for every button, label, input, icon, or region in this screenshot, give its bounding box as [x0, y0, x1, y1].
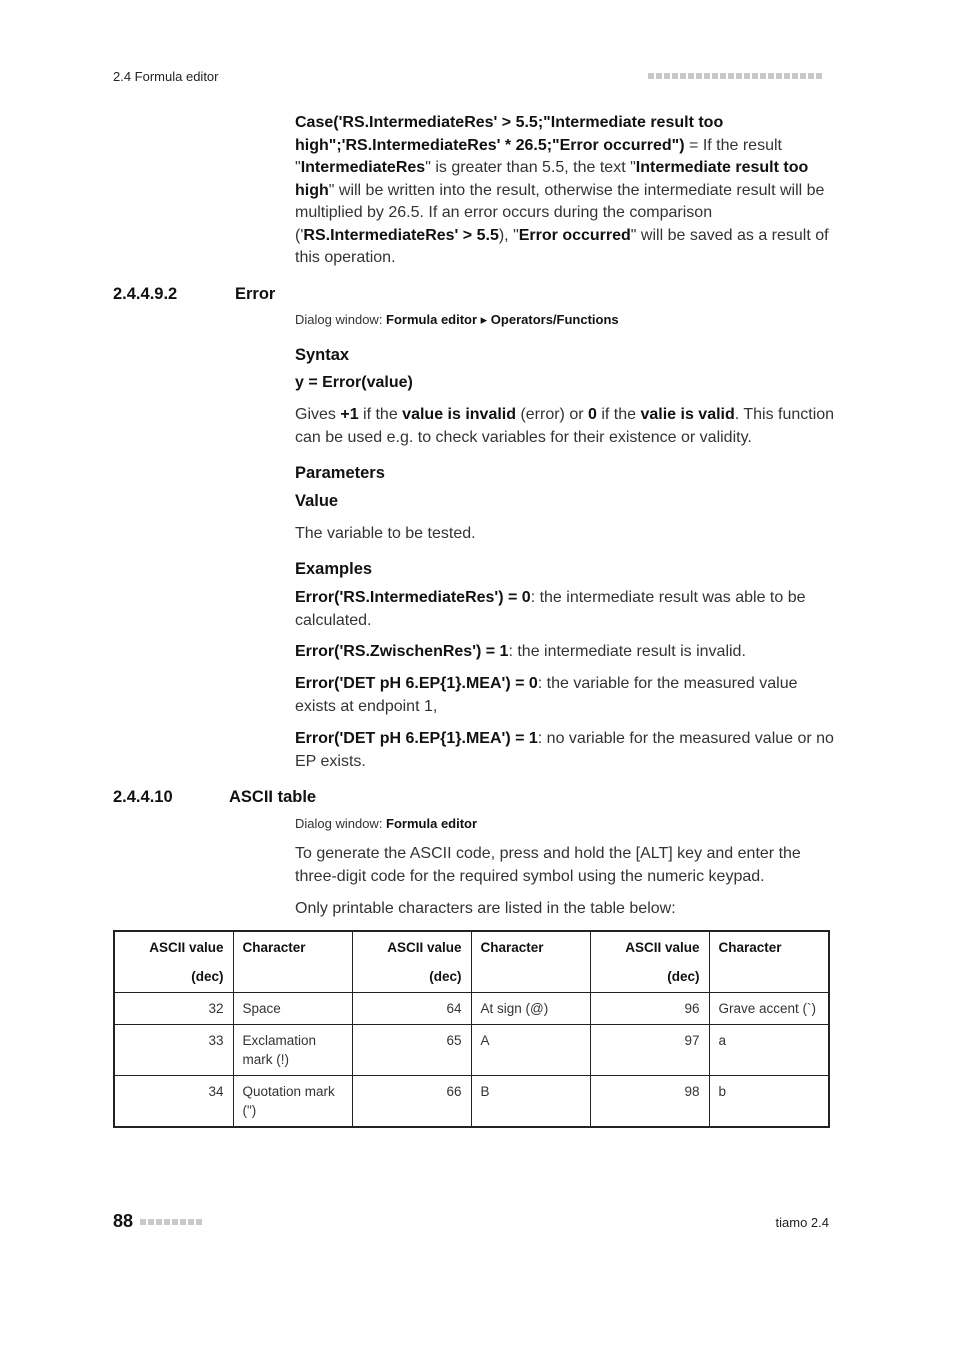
section-number-ascii: 2.4.4.10 [113, 788, 173, 806]
dialog-path-error: Dialog window: Formula editor ▸ Operators/Functions [295, 312, 619, 327]
table-cell-value: 66 [352, 1076, 471, 1128]
table-cell-value: 33 [114, 1025, 233, 1076]
ascii-table [113, 930, 830, 1128]
table-cell-value: 97 [590, 1025, 709, 1076]
example-item: Error('RS.IntermediateRes') = 0: the intermediate result was able to be calculated. [295, 589, 806, 629]
table-cell-character: Quotation mark (") [233, 1076, 352, 1128]
column-header-ascii-value: ASCII value (dec) [114, 931, 233, 993]
table-cell-character: Space [233, 993, 352, 1025]
ascii-table-intro: Only printable characters are listed in the table below: [295, 900, 676, 917]
section-number-error: 2.4.4.9.2 [113, 285, 178, 303]
section-title-error: Error [235, 285, 276, 303]
syntax-expression: y = Error(value) [295, 374, 413, 391]
examples-heading: Examples [295, 560, 373, 578]
column-header-character: Character [471, 931, 590, 993]
product-name: tiamo 2.4 [775, 1215, 829, 1230]
table-cell-character: a [709, 1025, 829, 1076]
table-row [114, 993, 829, 1025]
column-header-character: Character [233, 931, 352, 993]
case-expression: Case('RS.IntermediateRes' > 5.5;"Intermediate result too high";'RS.IntermediateRes' * 26.5;"Error occurred") [295, 114, 724, 154]
table-cell-value: 34 [114, 1076, 233, 1128]
syntax-heading: Syntax [295, 346, 350, 364]
page-number: 88 [113, 1211, 134, 1231]
table-cell-character: Exclamation mark (!) [233, 1025, 352, 1076]
page-footer-left [113, 1211, 202, 1232]
parameters-heading: Parameters [295, 464, 385, 482]
table-cell-value: 64 [352, 993, 471, 1025]
column-header-character: Character [709, 931, 829, 993]
footer-decoration [140, 1219, 202, 1225]
table-cell-value: 98 [590, 1076, 709, 1128]
table-cell-character: A [471, 1025, 590, 1076]
table-cell-value: 32 [114, 993, 233, 1025]
table-cell-character: Grave accent (`) [709, 993, 829, 1025]
ascii-instructions: To generate the ASCII code, press and hold the [ALT] key and enter the three-digit code for the required symbol using the numeric keypad. [295, 845, 801, 885]
table-cell-value: 65 [352, 1025, 471, 1076]
error-description: Gives +1 if the value is invalid (error) or 0 if the valie is valid. This function can be used e.g. to check variables for their existence or validity. [295, 406, 835, 446]
column-header-ascii-value: ASCII value (dec) [590, 931, 709, 993]
column-header-ascii-value: ASCII value (dec) [352, 931, 471, 993]
table-cell-value: 96 [590, 993, 709, 1025]
example-item: Error('DET pH 6.EP{1}.MEA') = 0: the variable for the measured value exists at endpoint 1, [295, 675, 798, 715]
table-header-row [114, 931, 829, 993]
table-cell-character: At sign (@) [471, 993, 590, 1025]
parameter-description: The variable to be tested. [295, 525, 476, 542]
dialog-path-ascii: Dialog window: Formula editor [295, 816, 478, 831]
table-cell-character: b [709, 1076, 829, 1128]
header-decoration [648, 73, 822, 79]
table-row [114, 1076, 829, 1128]
table-cell-character: B [471, 1076, 590, 1128]
case-example-paragraph: Case('RS.IntermediateRes' > 5.5;"Intermediate result too high";'RS.IntermediateRes' * 26.5;"Error occurred") = If the result "IntermediateRes" is greater than 5.5, the text "Intermediate result too high" will be written into the result, otherwise the intermediate result will be multiplied by 26.5. If an error occurs during the comparison ('RS.IntermediateRes' > 5.5), "Error occurred" will be saved as a result of this operation. [295, 114, 829, 266]
example-item: Error('DET pH 6.EP{1}.MEA') = 1: no variable for the measured value or no EP exists. [295, 730, 834, 770]
section-title-ascii: ASCII table [229, 788, 317, 806]
table-row [114, 1025, 829, 1076]
running-header-section: 2.4 Formula editor [113, 69, 219, 84]
parameter-name: Value [295, 492, 339, 510]
example-item: Error('RS.ZwischenRes') = 1: the intermediate result is invalid. [295, 643, 746, 660]
